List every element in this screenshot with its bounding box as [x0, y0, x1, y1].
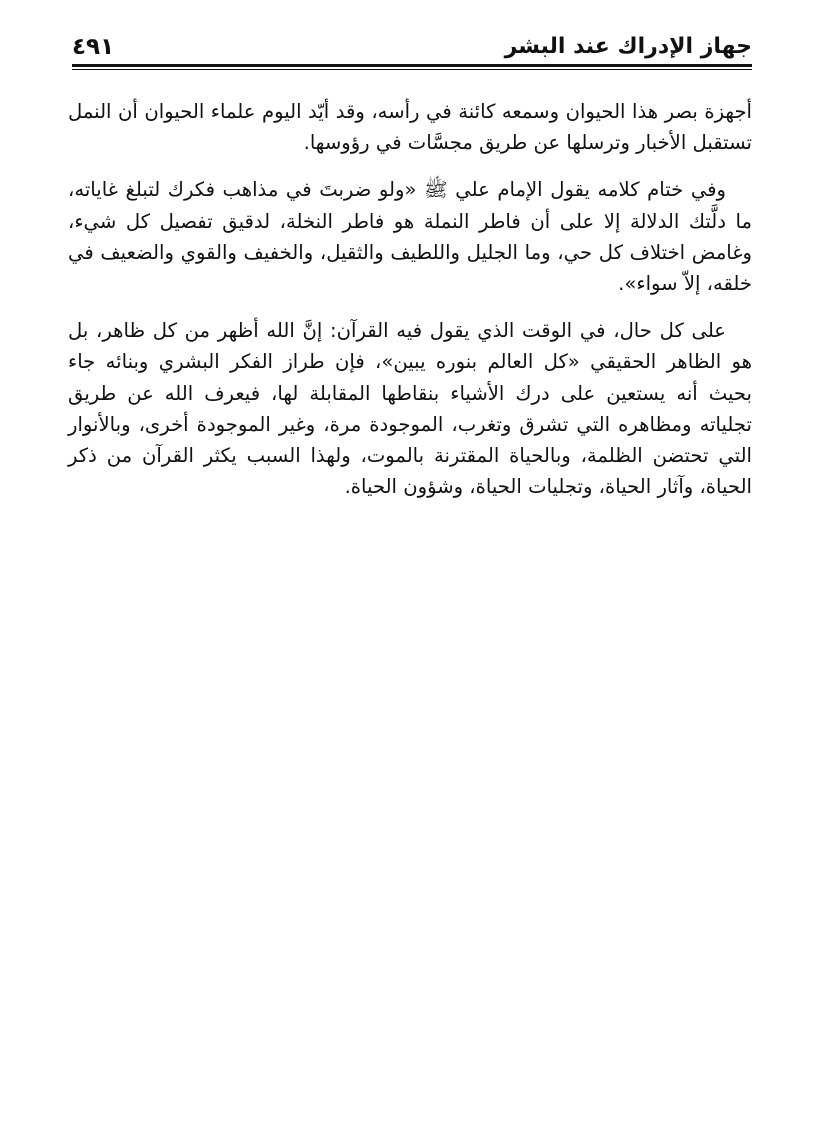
page-number: ٤٩١: [72, 34, 115, 60]
paragraph: وفي ختام كلامه يقول الإمام علي ﷺ «ولو ضربتَ في مذاهب فكرك لتبلغ غاياته، ما دلَّتك الدلالة إلا على أن فاطر النملة هو فاطر النخلة، لدقيق تفصيل كل شيء، وغامض اختلاف كل حي، وما الجليل واللطيف والثقيل، والخفيف والقوي والضعيف في خلقه، إلاّ سواء».: [68, 178, 752, 296]
paragraph: على كل حال، في الوقت الذي يقول فيه القرآن: إنَّ الله أظهر من كل ظاهر، بل هو الظاهر الحقيقي «كل العالم بنوره يبين»، فإن طراز الفكر البشري وبنائه جاء بحيث أنه يستعين على درك الأشياء بنقاطها المقابلة لها، فيعرف الله عن طريق تجلياته ومظاهره التي تشرق وتغرب، الموجودة مرة، وغير الموجودة أخرى، وبالأنوار التي تحتضن الظلمة، وبالحياة المقترنة بالموت، ولهذا السبب يكثر القرآن من ذكر الحياة، وآثار الحياة، وتجليات الحياة، وشؤون الحياة.: [68, 319, 752, 499]
header-rule-thin: [72, 69, 752, 70]
running-title: جهاز الإدراك عند البشر: [504, 34, 752, 59]
running-header: [72, 26, 752, 66]
body-text: [68, 96, 752, 518]
paragraph: أجهزة بصر هذا الحيوان وسمعه كائنة في رأسه، وقد أيّد اليوم علماء الحيوان أن النمل تستقبل الأخبار وترسلها عن طريق مجسَّات في رؤوسها.: [68, 100, 752, 155]
header-rule-thick: [72, 64, 752, 67]
